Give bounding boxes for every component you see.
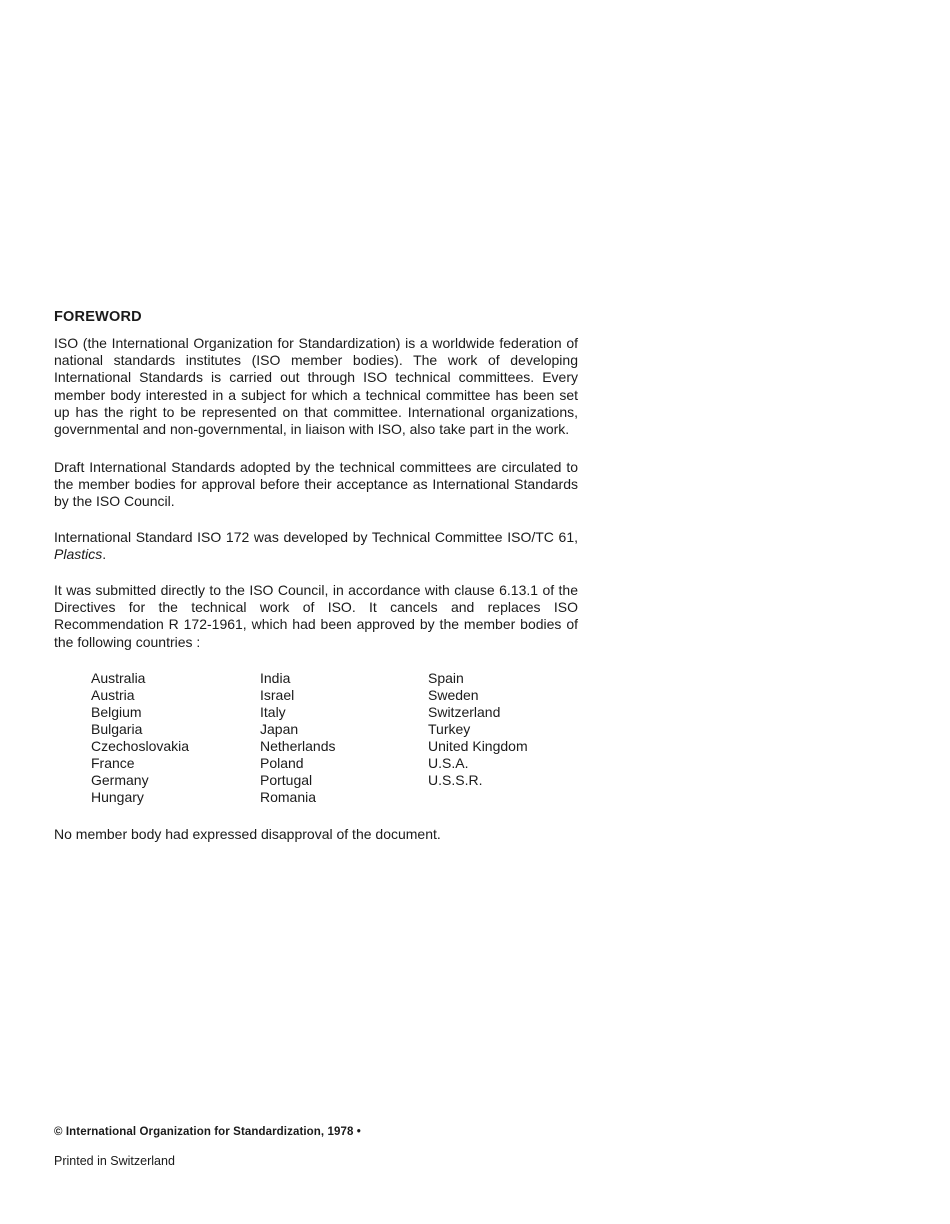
approving-countries-list (91, 670, 578, 806)
country-name: Czechoslovakia (91, 738, 190, 754)
country-name: U.S.S.R. (428, 772, 483, 788)
printed-in-notice: Printed in Switzerland (54, 1154, 175, 1168)
copyright-notice: © International Organization for Standardization, 1978 • (54, 1126, 361, 1138)
foreword-paragraph-no-disapproval: No member body had expressed disapproval of the document. (54, 826, 441, 842)
country-name: United Kingdom (428, 738, 528, 754)
foreword-paragraph-development (54, 529, 578, 563)
country-name: India (260, 670, 291, 686)
countries-column-3 (428, 670, 578, 806)
foreword-paragraph-submission: It was submitted directly to the ISO Council, in accordance with clause 6.13.1 of the Directives for the technical work of ISO. It cancels and replaces ISO Recommendation R 172-1961, which had been approved by the member bodies of the following countries : (54, 582, 578, 650)
foreword-paragraph-draft-standards: Draft International Standards adopted by the technical committees are circulated to the member bodies for approval before their acceptance as International Standards by the ISO Council. (54, 459, 578, 510)
development-text: International Standard ISO 172 was developed by Technical Committee ISO/TC 61, (54, 529, 578, 545)
country-name: Spain (428, 670, 464, 686)
committee-name: Plastics (54, 546, 103, 563)
foreword-heading: FOREWORD (54, 309, 142, 325)
country-name: Portugal (260, 772, 313, 788)
country-name: Belgium (91, 704, 142, 720)
country-name: Austria (91, 687, 135, 703)
country-name: Turkey (428, 721, 471, 737)
country-name: U.S.A. (428, 755, 469, 771)
country-name: Germany (91, 772, 149, 788)
country-name: France (91, 755, 135, 771)
development-text-end: . (102, 546, 107, 563)
foreword-paragraph-iso-intro: ISO (the International Organization for Standardization) is a worldwide federation of national standards institutes (ISO member bodies). The work of developing International Standards is carried out through ISO technical committees. Every member body interested in a subject for which a technical committee has been set up has the right to be represented on that committee. International organizations, governmental and non-governmental, in liaison with ISO, also take part in the work. (54, 335, 578, 438)
country-name: Italy (260, 704, 286, 720)
country-name: Hungary (91, 789, 144, 805)
country-name: Israel (260, 687, 295, 703)
country-name: Netherlands (260, 738, 336, 754)
country-name: Australia (91, 670, 146, 686)
countries-column-2 (260, 670, 428, 806)
country-name: Sweden (428, 687, 479, 703)
country-name: Japan (260, 721, 299, 737)
country-name: Bulgaria (91, 721, 143, 737)
country-name: Romania (260, 789, 317, 805)
country-name: Switzerland (428, 704, 501, 720)
countries-column-1 (91, 670, 260, 806)
country-name: Poland (260, 755, 304, 771)
